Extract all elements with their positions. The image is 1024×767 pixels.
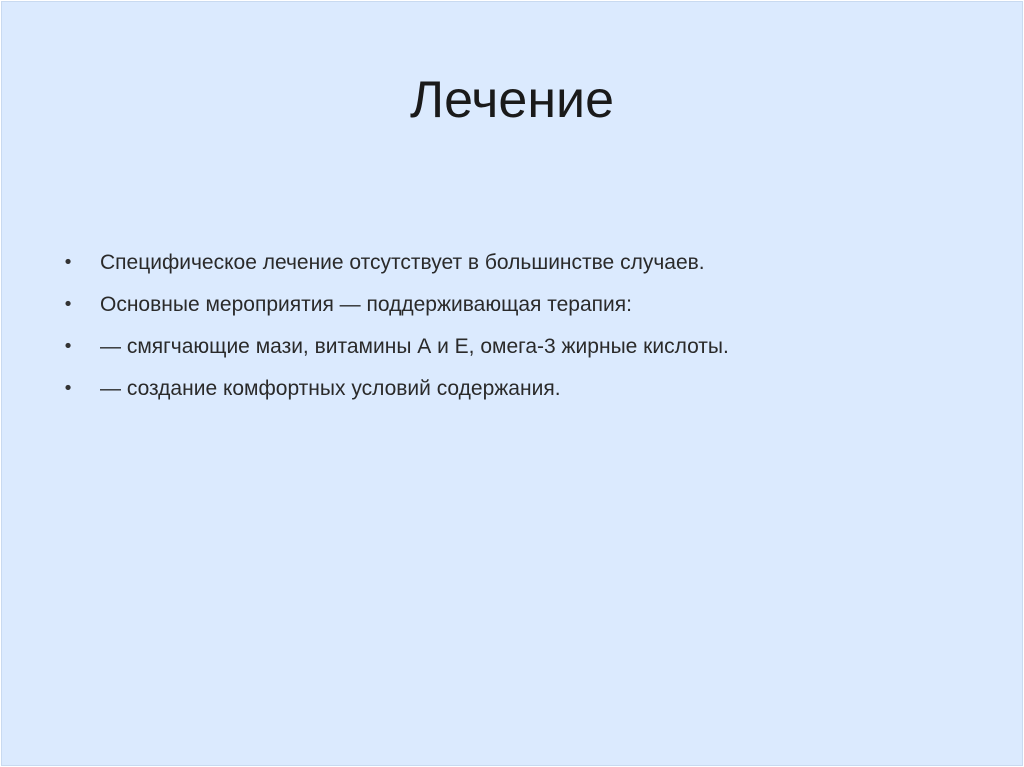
list-item-text: — смягчающие мази, витамины А и Е, омега-3 жирные кислоты. xyxy=(100,335,729,358)
list-item-text: Специфическое лечение отсутствует в большинстве случаев. xyxy=(100,251,705,274)
bullet-list xyxy=(58,242,978,410)
list-item xyxy=(58,284,978,326)
list-item xyxy=(58,368,978,410)
bullet-icon: • xyxy=(62,252,74,273)
bullet-icon: • xyxy=(62,378,74,399)
slide xyxy=(1,1,1023,766)
list-item-text: — создание комфортных условий содержания. xyxy=(100,377,561,400)
bullet-icon: • xyxy=(62,294,74,315)
list-item xyxy=(58,242,978,284)
bullet-icon: • xyxy=(62,336,74,357)
list-item-text: Основные мероприятия — поддерживающая терапия: xyxy=(100,293,632,316)
slide-title: Лечение xyxy=(409,71,614,129)
list-item xyxy=(58,326,978,368)
